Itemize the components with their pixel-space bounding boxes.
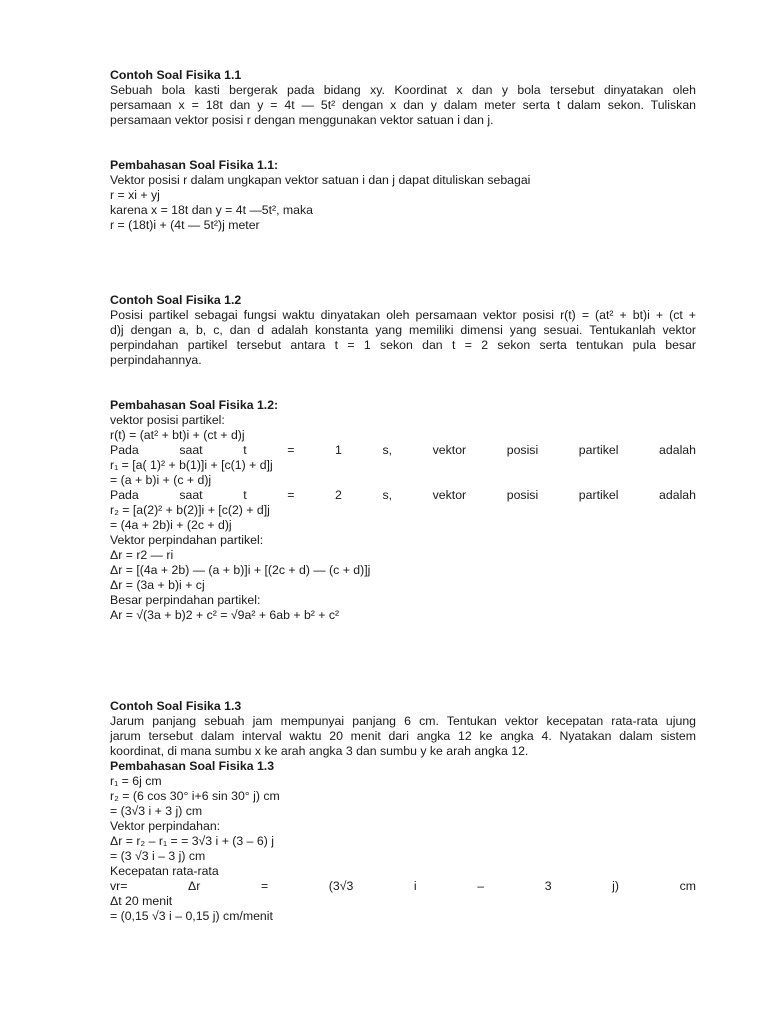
p2-line-4: r₁ = [a( 1)² + b(1)]i + [c(1) + d]j [110, 458, 273, 472]
p3-line-7: Kecepatan rata-rata [110, 864, 219, 878]
p3-line-9: Δt 20 menit [110, 894, 173, 908]
p2-heading: Pembahasan Soal Fisika 1.2: [110, 398, 279, 412]
p3-line-2: r₂ = (6 cos 30° i+6 sin 30° j) cm [110, 789, 280, 803]
p3-heading: Pembahasan Soal Fisika 1.3 [110, 759, 275, 773]
s3-body-line-2: jarum tersebut dalam interval waktu 20 menit dari angka 12 ke angka 4. Nyatakan dalam sistem [110, 729, 696, 743]
p1-line-3: karena x = 18t dan y = 4t —5t², maka [110, 203, 314, 217]
s3-body-line-3: koordinat, di mana sumbu x ke arah angka 3 dan sumbu y ke arah angka 12. [110, 744, 529, 758]
document [110, 68, 696, 924]
s2-body-line-4: perpindahannya. [110, 353, 202, 367]
p1-line-1: Vektor posisi r dalam ungkapan vektor satuan i dan j dapat dituliskan sebagai [110, 173, 531, 187]
p3-line-6: = (3 √3 i – 3 j) cm [110, 849, 206, 863]
p3-line-8: vr= Δr = (3√3 i – 3 j) cm [110, 879, 696, 893]
p2-line-5: = (a + b)i + (c + d)j [110, 473, 212, 487]
p1-line-2: r = xi + yj [110, 188, 160, 202]
s2-body-line-2: d)j dengan a, b, c, dan d adalah konstanta yang memiliki dimensi yang sesuai. Tentukanlah vektor [110, 323, 696, 337]
p2-line-14: Ar = √(3a + b)2 + c² = √9a² + 6ab + b² + c² [110, 608, 340, 622]
p2-line-12: Δr = (3a + b)i + cj [110, 578, 205, 592]
p2-line-2: r(t) = (at² + bt)i + (ct + d)j [110, 428, 245, 442]
p1-heading: Pembahasan Soal Fisika 1.1: [110, 158, 279, 172]
p3-line-5: Δr = r₂ – r₁ = = 3√3 i + (3 – 6) j [110, 834, 274, 848]
s2-heading: Contoh Soal Fisika 1.2 [110, 293, 242, 307]
p2-line-7: r₂ = [a(2)² + b(2)]i + [c(2) + d]j [110, 503, 270, 517]
p2-line-3: Pada saat t = 1 s, vektor posisi partikel adalah [110, 443, 696, 457]
s1-body-line-3: persamaan vektor posisi r dengan menggunakan vektor satuan i dan j. [110, 113, 494, 127]
p1-line-4: r = (18t)i + (4t — 5t²)j meter [110, 218, 260, 232]
s1-heading: Contoh Soal Fisika 1.1 [110, 68, 242, 82]
s1-body-line-1: Sebuah bola kasti bergerak pada bidang xy. Koordinat x dan y bola tersebut dinyatakan oleh [110, 83, 696, 97]
s1-body-line-2: persamaan x = 18t dan y = 4t — 5t² dengan x dan y dalam meter serta t dalam sekon. Tuliskan [110, 98, 696, 112]
s3-heading: Contoh Soal Fisika 1.3 [110, 699, 242, 713]
p2-line-6: Pada saat t = 2 s, vektor posisi partikel adalah [110, 488, 696, 502]
p3-line-4: Vektor perpindahan: [110, 819, 221, 833]
p3-line-3: = (3√3 i + 3 j) cm [110, 804, 203, 818]
p2-line-8: = (4a + 2b)i + (2c + d)j [110, 518, 232, 532]
s3-body-line-1: Jarum panjang sebuah jam mempunyai panjang 6 cm. Tentukan vektor kecepatan rata-rata ujung [110, 714, 696, 728]
p2-line-1: vektor posisi partikel: [110, 413, 225, 427]
s2-body-line-3: perpindahan partikel tersebut antara t = 1 sekon dan t = 2 sekon serta tentukan pula besar [110, 338, 696, 352]
p2-line-10: Δr = r2 — ri [110, 548, 174, 562]
p3-line-1: r₁ = 6j cm [110, 774, 162, 788]
p2-line-9: Vektor perpindahan partikel: [110, 533, 264, 547]
s2-body-line-1: Posisi partikel sebagai fungsi waktu dinyatakan oleh persamaan vektor posisi r(t) = (at² + bt)i + (ct + [110, 308, 696, 322]
p2-line-13: Besar perpindahan partikel: [110, 593, 261, 607]
p2-line-11: Δr = [(4a + 2b) — (a + b)]i + [(2c + d) — (c + d)]j [110, 563, 371, 577]
p3-line-10: = (0,15 √3 i – 0,15 j) cm/menit [110, 909, 273, 923]
